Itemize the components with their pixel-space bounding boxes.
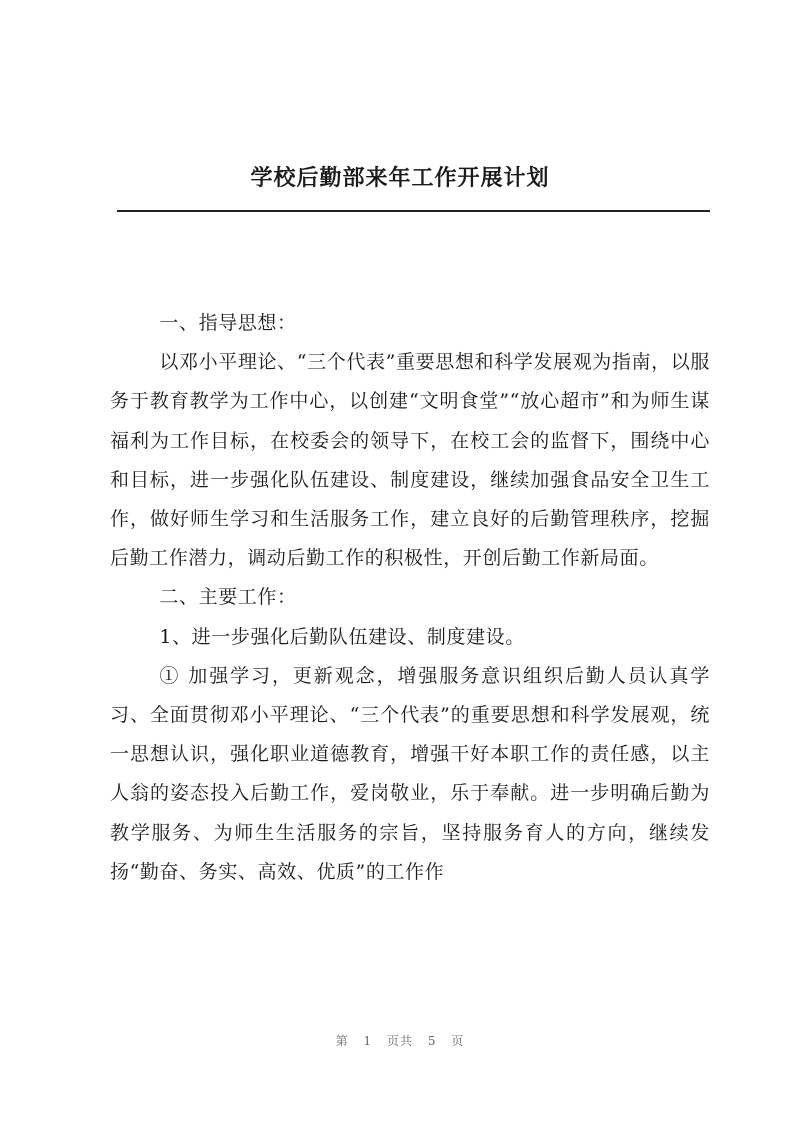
- section-heading-main-work: 二、主要工作：: [159, 586, 297, 609]
- section-heading-guiding-thought: 一、指导思想：: [159, 312, 297, 334]
- document-title: 学校后勤部来年工作开展计划: [250, 165, 550, 191]
- document-body: [110, 304, 710, 892]
- footer-prefix: 第: [335, 1034, 349, 1048]
- paragraph-study-and-service: ① 加强学习，更新观念，增强服务意识组织后勤人员认真学习、全面贯彻邓小平理论、“三个代表”的重要思想和科学发展观，统一思想认识，强化职业道德教育，增强干好本职工作的责任感，以主人翁的姿态投入后勤工作，爱岗敬业，乐于奉献。进一步明确后勤为教学服务、为师生生活服务的宗旨，坚持服务育人的方向，继续发扬“勤奋、务实、高效、优质”的工作作: [110, 664, 710, 883]
- subsection-heading-team-building: 1、进一步强化后勤队伍建设、制度建设。: [159, 625, 525, 648]
- paragraph-guiding-thought: 以邓小平理论、“三个代表”重要思想和科学发展观为指南，以服务于教育教学为工作中心，以创建“文明食堂”“放心超市”和为师生谋福利为工作目标，在校委会的领导下，在校工会的监督下，围绕中心和目标，进一步强化队伍建设、制度建设，继续加强食品安全卫生工作，做好师生学习和生活服务工作，建立良好的后勤管理秩序，挖掘后勤工作潜力，调动后勤工作的积极性，开创后勤工作新局面。: [110, 351, 710, 570]
- footer-middle: 页共: [386, 1034, 413, 1048]
- page-number-footer: [0, 1032, 800, 1049]
- footer-total-pages: 5: [427, 1034, 437, 1048]
- footer-current-page: 1: [363, 1034, 373, 1048]
- footer-suffix: 页: [451, 1034, 465, 1048]
- title-underline: [117, 210, 710, 212]
